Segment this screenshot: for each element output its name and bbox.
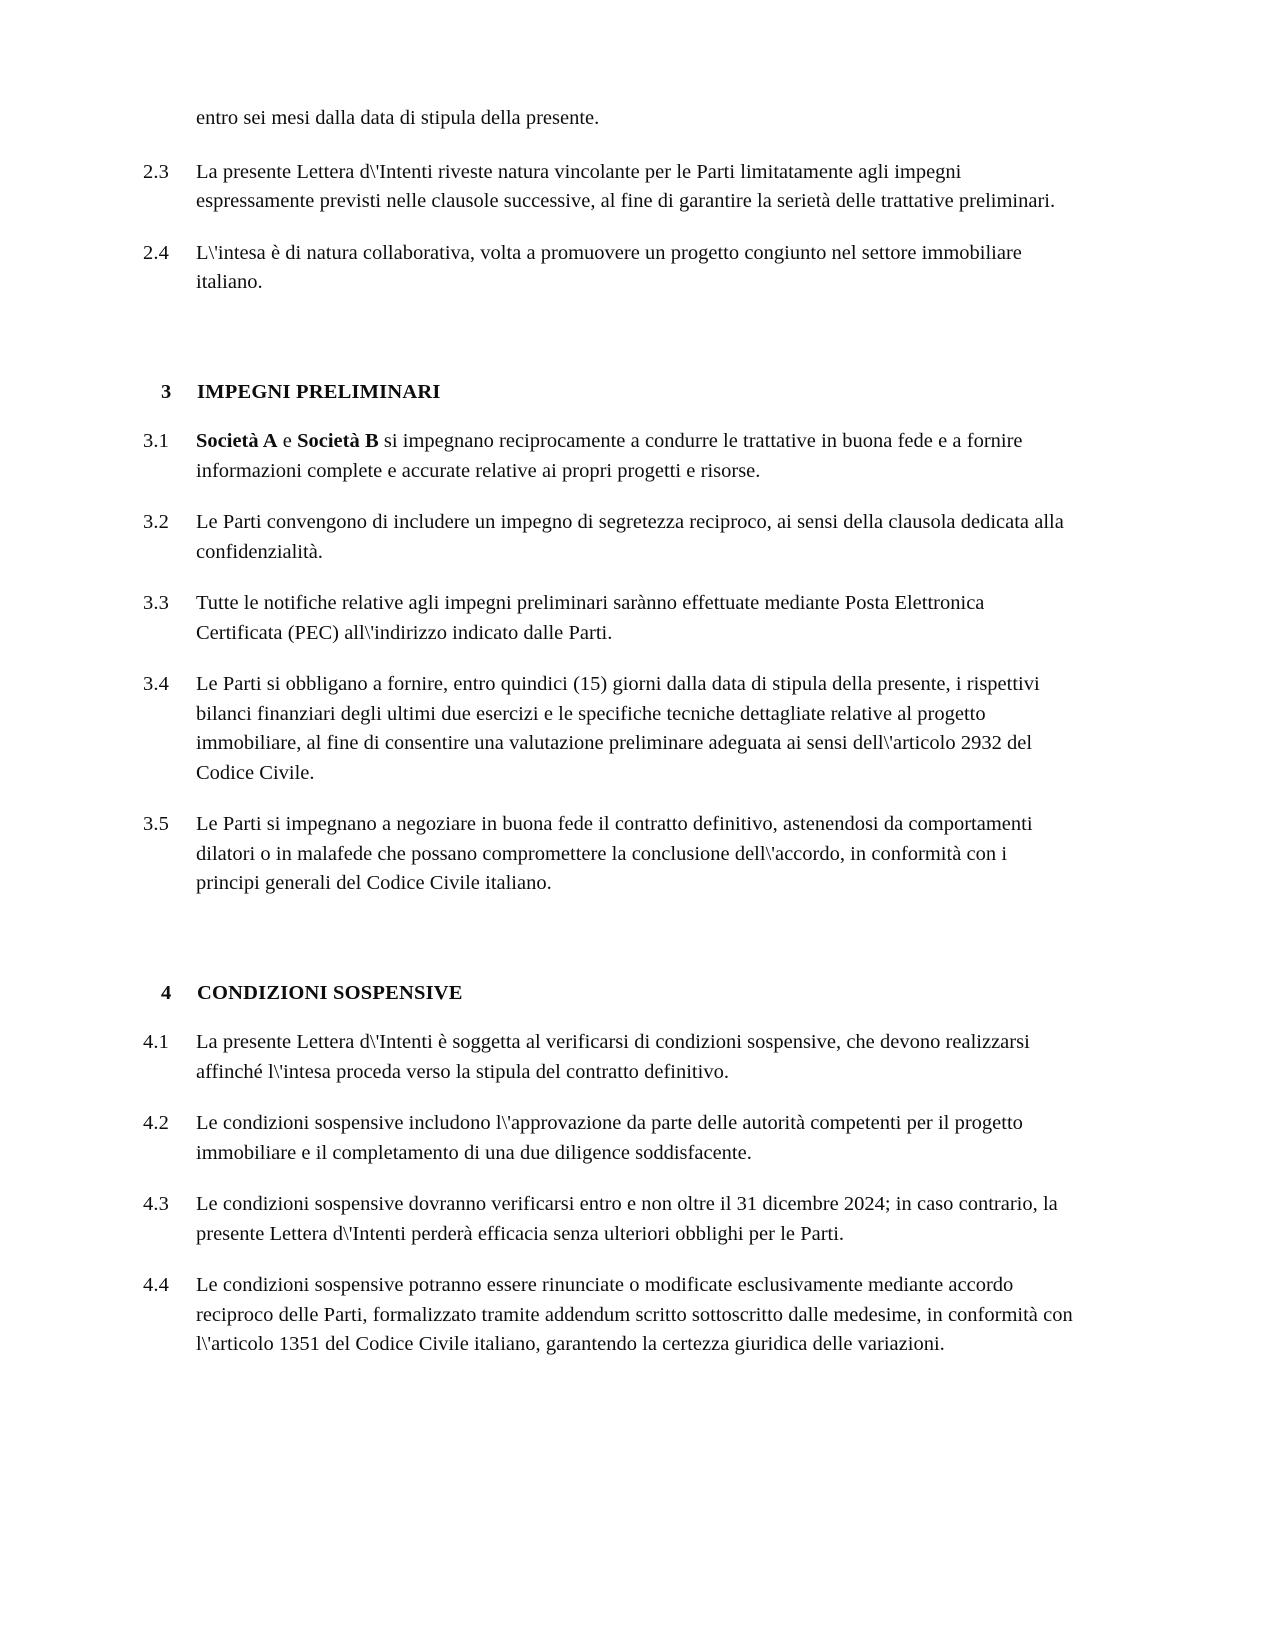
section-heading-3 [143,378,1075,408]
clause-4-4 [143,1271,1075,1360]
clause-number-2-3: 2.3 [143,160,169,183]
section-title-4: CONDIZIONI SOSPENSIVE [197,981,463,1004]
spacer-before-section-4 [143,921,1075,979]
party-name-b: Società B [297,430,379,452]
clause-text-3-4: Le Parti si obbligano a fornire, entro quindici (15) giorni dalla data di stipula della presente, i rispettivi bilanci finanziari degli ultimi due esercizi e le specifiche tecniche dettagliate relative al progetto immobiliare, al fine di consentire una valutazione preliminare adeguata ai sensi dell\'articolo 2932 del Codice Civile. [196,673,1040,784]
clause-number-4-2: 4.2 [143,1112,169,1134]
spacer-before-section-3 [143,320,1075,378]
clause-3-1-conjunction: e [277,430,298,452]
clause-2-3 [143,158,1075,217]
clause-text-2-4: L\'intesa è di natura collaborativa, volta a promuovere un progetto congiunto nel settore immobiliare italiano. [196,241,1022,293]
clause-4-3 [143,1190,1075,1249]
clause-number-4-3: 4.3 [143,1193,169,1215]
clause-text-4-1: La presente Lettera d\'Intenti è soggetta al verificarsi di condizioni sospensive, che devono realizzarsi affinché l\'intesa proceda verso la stipula del contratto definitivo. [196,1031,1030,1083]
clause-3-1-rest: si impegnano reciprocamente a condurre le trattative in buona fede e a fornire informazioni complete e accurate relative ai propri progetti e risorse. [196,430,1023,482]
clause-text-4-4: Le condizioni sospensive potranno essere rinunciate o modificate esclusivamente mediante accordo reciproco delle Parti, formalizzato tramite addendum scritto sottoscritto dalle medesime, in conformità con l\'articolo 1351 del Codice Civile italiano, garantendo la certezza giuridica delle variazioni. [196,1274,1073,1355]
clause-text-intro-continuation: entro sei mesi dalla data di stipula della presente. [196,107,600,129]
clause-number-2-4: 2.4 [143,241,169,264]
clause-3-3 [143,589,1075,648]
clause-number-4-4: 4.4 [143,1274,169,1296]
clause-text-4-3: Le condizioni sospensive dovranno verificarsi entro e non oltre il 31 dicembre 2024; in caso contrario, la presente Lettera d\'Intenti perderà efficacia senza ulteriori obblighi per le Parti. [196,1193,1058,1245]
clause-3-5 [143,810,1075,899]
clause-text-3-3: Tutte le notifiche relative agli impegni preliminari sarànno effettuate mediante Posta Elettronica Certificata (PEC) all\'indirizzo indicato dalle Parti. [196,592,985,644]
clause-text-3-1 [196,427,1075,486]
clause-number-4-1: 4.1 [143,1031,169,1053]
clause-number-3-5: 3.5 [143,813,169,835]
party-name-a: Società A [196,430,278,452]
section-title-3: IMPEGNI PRELIMINARI [197,380,441,403]
clause-2-4 [143,239,1075,298]
section-heading-4 [143,979,1075,1009]
clause-number-3-3: 3.3 [143,592,169,614]
section-number-4: 4 [161,981,172,1004]
clause-number-3-4: 3.4 [143,673,169,695]
document-body [143,104,1075,1382]
clause-number-3-1: 3.1 [143,430,169,452]
clause-4-1 [143,1028,1075,1087]
clause-text-2-3: La presente Lettera d\'Intenti riveste natura vincolante per le Parti limitatamente agli impegni espressamente previsti nelle clausole successive, al fine di garantire la serietà delle trattative preliminari. [196,160,1056,212]
clause-text-3-2: Le Parti convengono di includere un impegno di segretezza reciproco, ai sensi della clausola dedicata alla confidenzialità. [196,511,1064,563]
clause-text-3-5: Le Parti si impegnano a negoziare in buona fede il contratto definitivo, astenendosi da comportamenti dilatori o in malafede che possano compromettere la conclusione dell\'accordo, in conformità con i principi generali del Codice Civile italiano. [196,813,1033,894]
clause-3-4 [143,670,1075,788]
clause-3-2 [143,508,1075,567]
clause-number-3-2: 3.2 [143,511,169,533]
clause-text-4-2: Le condizioni sospensive includono l\'approvazione da parte delle autorità competenti per il progetto immobiliare e il completamento di una due diligence soddisfacente. [196,1112,1023,1164]
clause-4-2 [143,1109,1075,1168]
section-number-3: 3 [161,380,172,403]
clause-continuation-intro [143,104,1075,134]
clause-3-1 [143,427,1075,486]
